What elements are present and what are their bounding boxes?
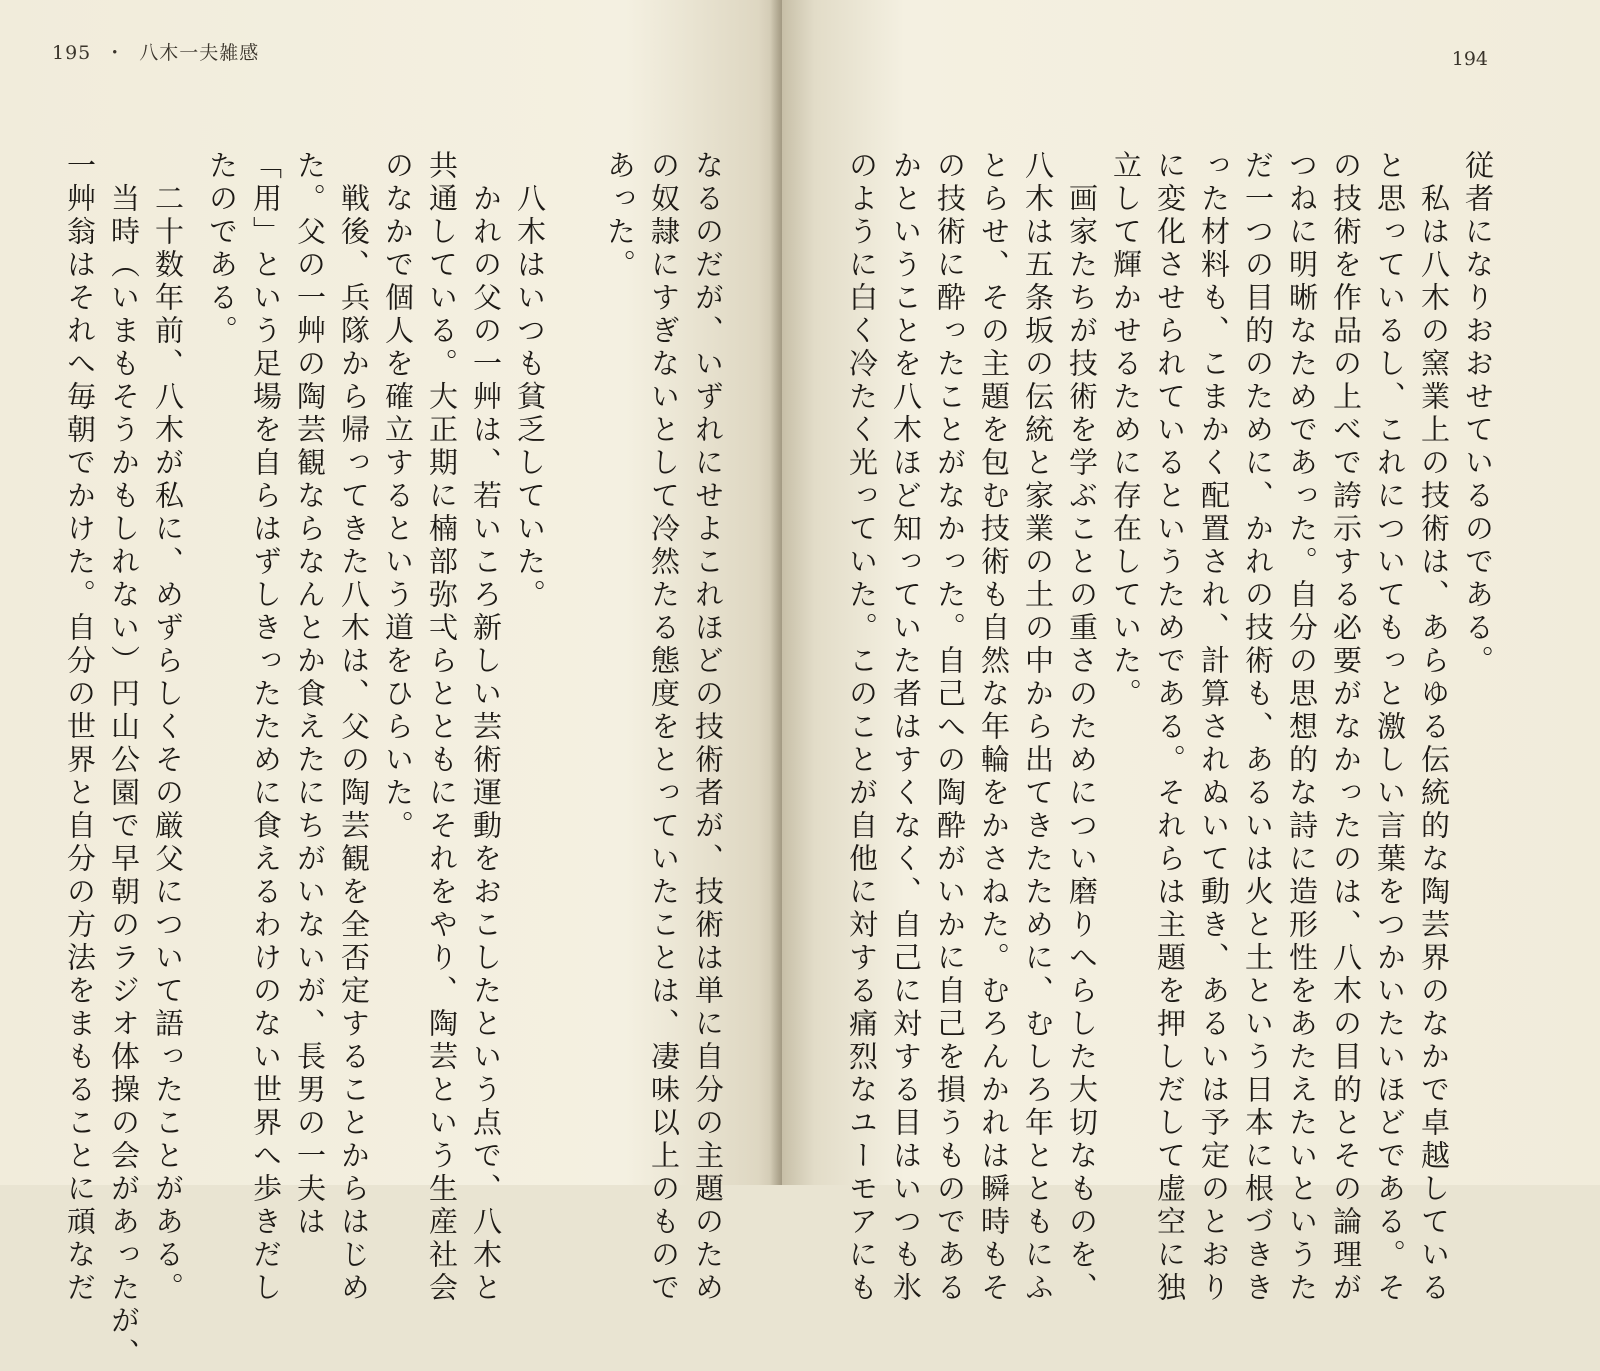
text-column: 画家たちが技術を学ぶことの重さのためについ磨りへらした大切なものを、 — [1065, 150, 1099, 1305]
text-column: なるのだが、いずれにせよこれほどの技術者が、技術は単に自分の主題のため — [691, 150, 725, 1305]
text-column: あった。 — [603, 150, 637, 282]
left-page-number: 195 — [52, 42, 92, 64]
text-column: 一艸翁はそれへ毎朝でかけた。自分の世界と自分の方法をまもることに頑なだ — [63, 150, 97, 1305]
right-page-number: 194 — [1451, 48, 1488, 70]
text-column: かということを八木ほど知っていた者はすくなく、自己に対する目はいつも氷 — [889, 150, 923, 1305]
text-column: 当時（いまもそうかもしれない）円山公園で早朝のラジオ体操の会があったが、 — [107, 150, 141, 1371]
left-page — [0, 0, 782, 1371]
header-separator: ・ — [105, 42, 126, 64]
text-column: 八木は五条坂の伝統と家業の土の中から出てきたために、むしろ年とともにふ — [1021, 150, 1055, 1305]
text-column: 八木はいつも貧乏していた。 — [513, 150, 547, 612]
text-column: かれの父の一艸は、若いころ新しい芸術運動をおこしたという点で、八木と — [469, 150, 503, 1305]
text-column: 「用」という足場を自らはずしきったために食えるわけのない世界へ歩きだし — [249, 150, 283, 1305]
right-page — [782, 0, 1600, 1305]
text-column: の奴隷にすぎないとして冷然たる態度をとっていたことは、凄味以上のもので — [647, 150, 681, 1305]
running-title: 八木一夫雑感 — [139, 42, 260, 64]
text-column: 立して輝かせるために存在していた。 — [1109, 150, 1143, 711]
text-column: 私は八木の窯業上の技術は、あらゆる伝統的な陶芸界のなかで卓越している — [1417, 150, 1451, 1305]
running-header — [52, 38, 259, 65]
text-column: った材料も、こまかく配置され、計算されぬいて動き、あるいは予定のとおり — [1197, 150, 1231, 1305]
text-column: 共通している。大正期に楠部弥弌らとともにそれをやり、陶芸という生産社会 — [425, 150, 459, 1305]
text-column: たのである。 — [205, 150, 239, 348]
text-column: た。父の一艸の陶芸観ならなんとか食えたにちがいないが、長男の一夫は — [293, 150, 327, 1239]
text-column: 二十数年前、八木が私に、めずらしくその厳父について語ったことがある。 — [151, 150, 185, 1305]
text-column: の技術に酔ったことがなかった。自己への陶酔がいかに自己を損うものである — [933, 150, 967, 1305]
text-column: のように白く冷たく光っていた。このことが自他に対する痛烈なユーモアにも — [845, 150, 879, 1305]
text-column: だ一つの目的のために、かれの技術も、あるいは火と土という日本に根づきき — [1241, 150, 1275, 1305]
text-column: 戦後、兵隊から帰ってきた八木は、父の陶芸観を全否定することからはじめ — [337, 150, 371, 1305]
text-column: のなかで個人を確立するという道をひらいた。 — [381, 150, 415, 843]
text-column: とらせ、その主題を包む技術も自然な年輪をかさねた。むろんかれは瞬時もそ — [977, 150, 1011, 1305]
text-column: 従者になりおおせているのである。 — [1461, 150, 1495, 678]
text-column: の技術を作品の上べで誇示する必要がなかったのは、八木の目的とその論理が — [1329, 150, 1363, 1305]
text-column: に変化させられているというためである。それらは主題を押しだして虚空に独 — [1153, 150, 1187, 1305]
text-column: つねに明晰なためであった。自分の思想的な詩に造形性をあたえたいというた — [1285, 150, 1319, 1305]
text-column: と思っているし、これについてもっと激しい言葉をつかいたいほどである。そ — [1373, 150, 1407, 1305]
